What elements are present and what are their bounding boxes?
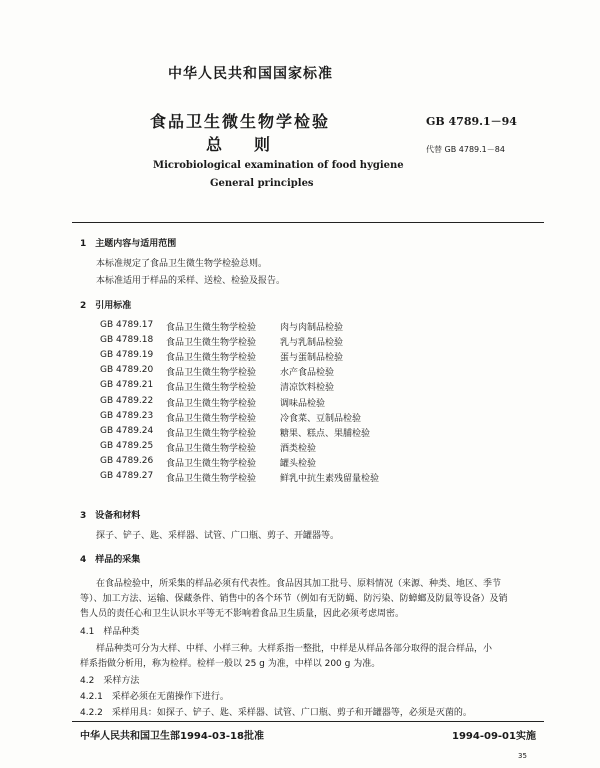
reference-name: 食品卫生微生物学检验 [166, 474, 257, 484]
section-4-para-line-3: 售人员的责任心和卫生认识水平等无不影响着食品卫生质量，因此必须考虑周密。 [80, 609, 405, 619]
reference-subject: 乳与乳制品检验 [280, 338, 344, 349]
title-en: Microbiological examination of food hygiene [153, 160, 404, 171]
reference-name: 食品卫生微生物学检验 [166, 338, 257, 349]
section-1-heading: 1 主题内容与适用范围 [80, 239, 177, 249]
reference-subject: 鲜乳中抗生素残留量检验 [280, 474, 380, 484]
section-3-para-1: 探子、铲子、匙、采样器、试管、广口瓶、剪子、开罐器等。 [96, 531, 340, 541]
reference-subject: 冷食菜、豆制品检验 [280, 413, 362, 424]
replaces-note: 代替 GB 4789.1－84 [426, 145, 505, 154]
reference-code: GB 4789.22 [100, 395, 154, 406]
reference-subject: 罐头检验 [280, 458, 317, 469]
section-4-1-heading: 4.1 样品种类 [80, 627, 140, 637]
subtitle-cn: 总 则 [206, 135, 271, 154]
reference-subject: 清凉饮料检验 [280, 383, 335, 394]
section-4-1-line-1: 样品种类可分为大样、中样、小样三种。大样系指一整批，中样是从样品各部分取得的混合样品，小 [96, 644, 493, 654]
header-rule [72, 222, 544, 223]
reference-code: GB 4789.19 [100, 350, 154, 361]
reference-code: GB 4789.27 [100, 471, 154, 481]
reference-subject: 调味品检验 [280, 398, 326, 409]
reference-name: 食品卫生微生物学检验 [166, 383, 257, 394]
reference-code: GB 4789.20 [100, 365, 154, 376]
reference-name: 食品卫生微生物学检验 [166, 413, 257, 424]
approval-line: 中华人民共和国卫生部1994-03-18批准 [80, 731, 264, 742]
reference-code: GB 4789.18 [100, 335, 154, 346]
footer-rule [72, 721, 544, 722]
reference-name: 食品卫生微生物学检验 [166, 323, 257, 333]
reference-name: 食品卫生微生物学检验 [166, 458, 257, 469]
section-4-2-heading: 4.2 采样方法 [80, 676, 140, 686]
reference-name: 食品卫生微生物学检验 [166, 428, 257, 439]
reference-code: GB 4789.17 [100, 320, 154, 330]
section-4-para-line-2: 等）、加工方法、运输、保藏条件、销售中的各个环节（例如有无防蝇、防污染、防蟑螂及防鼠等设备）及销 [80, 594, 508, 604]
reference-name: 食品卫生微生物学检验 [166, 353, 257, 364]
section-1-para-2: 本标准适用于样品的采样、送检、检验及报告。 [96, 276, 286, 286]
subtitle-en: General principles [210, 178, 314, 189]
reference-code: GB 4789.25 [100, 440, 154, 451]
reference-name: 食品卫生微生物学检验 [166, 443, 257, 454]
section-1-para-1: 本标准规定了食品卫生微生物学检验总则。 [96, 259, 268, 269]
reference-name: 食品卫生微生物学检验 [166, 398, 257, 409]
section-2-heading: 2 引用标准 [80, 301, 132, 311]
effective-date: 1994-09-01实施 [452, 731, 536, 742]
page-number: 35 [518, 752, 527, 760]
reference-subject: 蛋与蛋制品检验 [280, 353, 344, 364]
reference-code: GB 4789.21 [100, 380, 154, 391]
reference-code: GB 4789.26 [100, 455, 154, 466]
title-cn: 食品卫生微生物学检验 [150, 112, 331, 131]
section-4-2-1: 4.2.1 采样必须在无菌操作下进行。 [80, 692, 229, 702]
reference-name: 食品卫生微生物学检验 [166, 368, 257, 379]
std-number: GB 4789.1－94 [426, 115, 517, 128]
reference-subject: 肉与肉制品检验 [280, 323, 344, 333]
section-4-2-2: 4.2.2 采样用具：如探子、铲子、匙、采样器、试管、广口瓶、剪子和开罐器等，必须是灭菌的。 [80, 708, 472, 718]
reference-code: GB 4789.24 [100, 425, 154, 436]
country-title: 中华人民共和国国家标准 [168, 66, 333, 82]
reference-subject: 糖果、糕点、果脯检验 [280, 428, 371, 439]
section-4-para-line-1: 在食品检验中，所采集的样品必须有代表性。食品因其加工批号、原料情况（来源、种类、地区、季节 [96, 579, 502, 589]
section-3-heading: 3 设备和材料 [80, 511, 141, 521]
reference-subject: 水产食品检验 [280, 368, 335, 379]
section-4-heading: 4 样品的采集 [80, 555, 141, 565]
reference-code: GB 4789.23 [100, 410, 154, 421]
section-4-1-line-2: 样系指做分析用，称为检样。检样一般以 25 g 为准，中样以 200 g 为准。 [80, 659, 381, 669]
reference-subject: 酒类检验 [280, 443, 317, 454]
